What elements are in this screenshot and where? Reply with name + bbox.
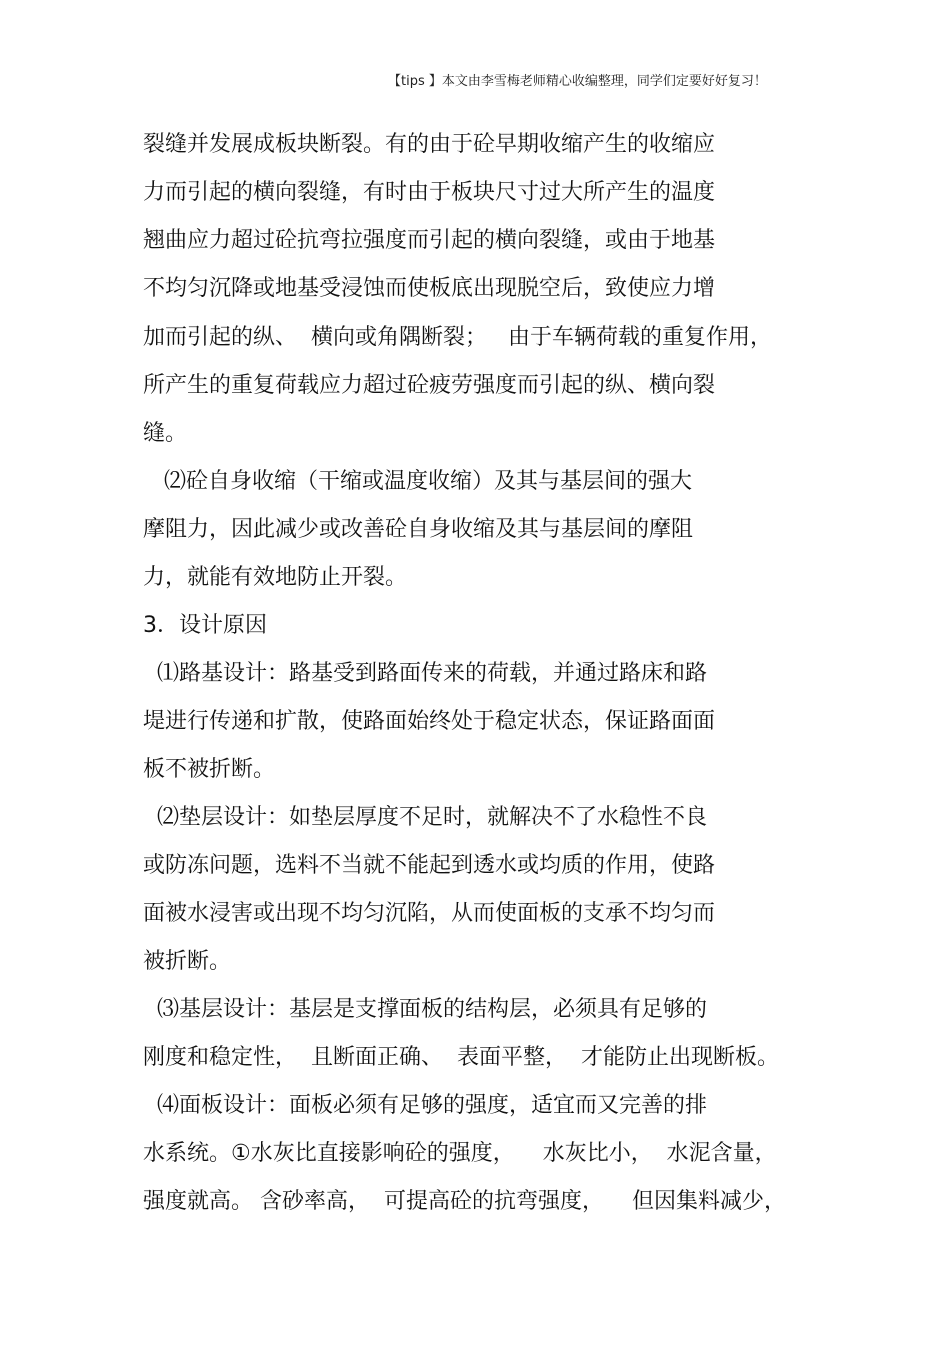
text-line: 面被水浸害或出现不均匀沉陷，从而使面板的支承不均匀而 [143,901,716,926]
text-line: 板不被折断。 [143,757,276,782]
text-line: 水系统。①水灰比直接影响砼的强度， 水灰比小， 水泥含量， [143,1141,777,1166]
text-line: 强度就高。 含砂率高， 可提高砼的抗弯强度， 但因集料减少， [143,1189,786,1214]
text-line: 刚度和稳定性， 且断面正确、 表面平整， 才能防止出现断板。 [143,1045,779,1070]
text-line: ⑵砼自身收缩（干缩或温度收缩）及其与基层间的强大 [143,469,692,494]
text-line: 堤进行传递和扩散，使路面始终处于稳定状态，保证路面面 [143,709,716,734]
text-line: 加而引起的纵、 横向或角隅断裂； 由于车辆荷载的重复作用， [143,325,772,350]
text-line: ⑶基层设计：基层是支撑面板的结构层，必须具有足够的 [143,997,707,1022]
text-line: 不均匀沉降或地基受浸蚀而使板底出现脱空后，致使应力增 [143,276,716,301]
header-note: 【tips 】本文由李雪梅老师精心收编整理，同学们定要好好复习！ [388,74,767,89]
text-line: 摩阻力，因此减少或改善砼自身收缩及其与基层间的摩阻 [143,517,694,542]
text-line: 缝。 [143,421,188,446]
section-heading: 3．设计原因 [143,613,267,638]
text-line: 力而引起的横向裂缝，有时由于板块尺寸过大所产生的温度 [143,180,716,205]
text-line: ⑷面板设计：面板必须有足够的强度，适宜而又完善的排 [143,1093,707,1118]
text-line: 或防冻问题，选料不当就不能起到透水或均质的作用，使路 [143,853,716,878]
text-line: ⑴路基设计：路基受到路面传来的荷载，并通过路床和路 [143,661,707,686]
text-line: 裂缝并发展成板块断裂。有的由于砼早期收缩产生的收缩应 [143,132,716,157]
text-line: 力，就能有效地防止开裂。 [143,565,408,590]
text-line: 被折断。 [143,949,232,974]
text-line: 翘曲应力超过砼抗弯拉强度而引起的横向裂缝，或由于地基 [143,228,716,253]
text-line: ⑵垫层设计：如垫层厚度不足时，就解决不了水稳性不良 [143,805,707,830]
text-line: 所产生的重复荷载应力超过砼疲劳强度而引起的纵、横向裂 [143,373,716,398]
